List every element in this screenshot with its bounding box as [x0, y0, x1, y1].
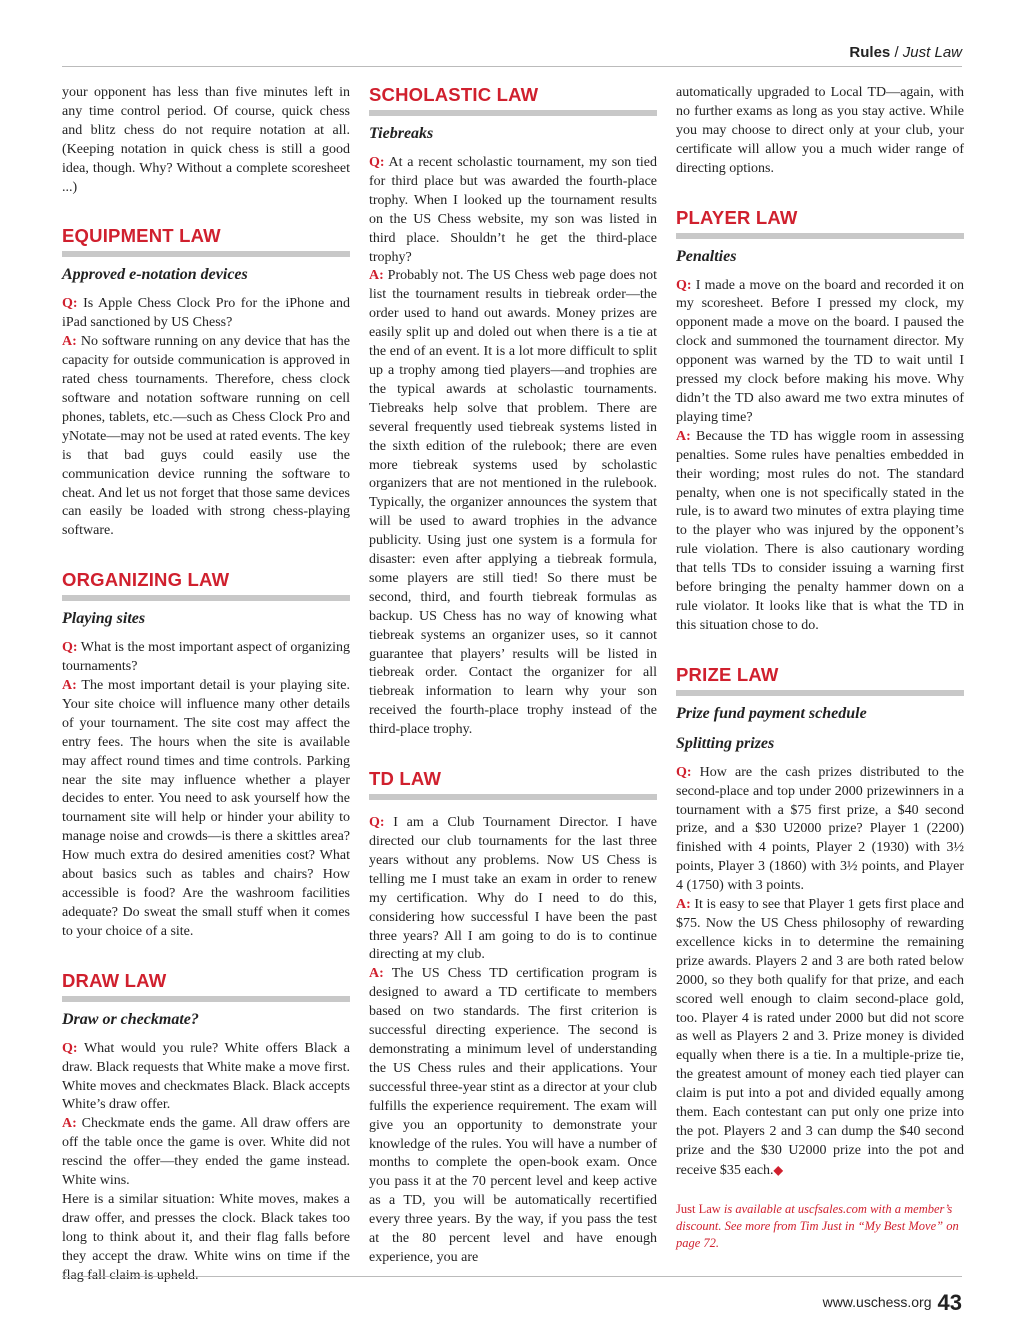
td-question	[369, 814, 657, 965]
footer-rule	[62, 1276, 962, 1277]
scholastic-question	[369, 154, 657, 267]
prize-answer	[676, 896, 964, 1181]
td-answer	[369, 965, 657, 1268]
question-label: Q:	[676, 277, 692, 293]
question-label: Q:	[676, 764, 692, 780]
header-subsection: Just Law	[902, 44, 962, 61]
player-subheading: Penalties	[676, 247, 737, 265]
footer-url: www.uschess.org	[822, 1294, 932, 1310]
equipment-subheading: Approved e-notation devices	[62, 266, 248, 284]
answer-label: A:	[62, 1116, 77, 1132]
prize-subheading: Prize fund payment schedule	[676, 704, 867, 722]
question-text: At a recent scholastic tournament, my son tied for third place but was awarded the fourth-place trophy. When I looked up the tournament results on the US Chess website, my son was listed in third place. Shouldn’t he get the third-place trophy?	[369, 155, 657, 265]
answer-text: Checkmate ends the game. All draw offers are off the table once the game is over. White did not rescind the offer—they ended the game instead. White wins.	[62, 1116, 350, 1189]
author-note	[676, 1201, 964, 1252]
organizing-answer	[62, 677, 350, 942]
note-title: Just Law	[676, 1201, 721, 1216]
column-1	[62, 84, 350, 1286]
answer-label: A:	[369, 268, 384, 284]
prize-subheading-2: Splitting prizes	[676, 734, 775, 752]
player-answer	[676, 428, 964, 636]
answer-text: No software running on any device that has the capacity for outside communication is approved in rated chess tournaments. Therefore, chess clock software and notation software running on cell phones, tablets, etc.—such as Chess Clock Pro and yNotate—may not be used at rated events. The key is that bad guys could easily use the communication device running the software to cheat. And let us not forget that those same devices can easily be loaded with strong chess-playing software.	[62, 334, 350, 539]
end-mark-icon: ◆	[773, 1162, 783, 1177]
question-label: Q:	[369, 815, 385, 831]
answer-label: A:	[369, 966, 384, 982]
question-text: I am a Club Tournament Director. I have directed our club tournaments for the last three years without any problems. Now US Chess is telling me I must take an exam in order to renew my certification. Why do I need to do this, considering how successful I have been the past three years? All I am going to do is to continue directing at my club.	[369, 815, 657, 963]
question-text: How are the cash prizes distributed to the second-place and top under 2000 prizewinners in a tournament with a $75 first prize, a $40 second prize, and a $30 U2000 prize? Player 1 (2200) finished with 4 points, Player 2 (1930) with 3½ points, Player 3 (1860) with 3½ points, and Player 4 (1750) with 3 points.	[676, 764, 964, 894]
organizing-law-heading: ORGANIZING LAW	[62, 569, 350, 601]
answer-label: A:	[676, 897, 691, 913]
equipment-answer	[62, 333, 350, 541]
note-text: is available at uscfsales.com with a member’s discount. See more from Tim Just in “My Best Move” on page 72.	[676, 1201, 959, 1250]
question-text: Is Apple Chess Clock Pro for the iPhone and iPad sanctioned by US Chess?	[62, 296, 350, 331]
player-question	[676, 277, 964, 428]
prize-question	[676, 764, 964, 896]
prize-law-heading: PRIZE LAW	[676, 664, 964, 696]
header-separator: /	[890, 44, 903, 61]
running-header	[849, 44, 962, 61]
header-section: Rules	[849, 44, 891, 61]
answer-text: The most important detail is your playing site. Your site choice will influence many other details of your tournament. The site cost may affect the entry fees. The hours when the site is available may affect round times and time controls. Parking near the site may influence whether a player decides to enter. You need to ask yourself how the tournament site will help or hinder your ability to manage noise and crowds—is there a skittles area? How much extra do desired amenities cost? What about basics such as tables and chairs? How accessible is food? Are the washroom facilities adequate? Do sweat the small stuff when it comes to your choice of a site.	[62, 678, 350, 939]
answer-text: Because the TD has wiggle room in assessing penalties. Some rules have penalties embedded in their wording; most rules do not. The standard penalty, when one is not specifically stated in the rule, is to award two minutes of extra playing time to the player who was injured by the opponent’s rule violation. There is also cautionary wording that tells TDs to consider issuing a warning first before bringing the penalty hammer down on a rule violator. It looks like that is what the TD in this situation chose to do.	[676, 428, 964, 633]
draw-law-heading: DRAW LAW	[62, 970, 350, 1002]
player-law-heading: PLAYER LAW	[676, 207, 964, 239]
page-number: 43	[937, 1290, 962, 1315]
draw-subheading: Draw or checkmate?	[62, 1010, 199, 1028]
column-2	[369, 84, 657, 1268]
organizing-question	[62, 639, 350, 677]
answer-label: A:	[676, 428, 691, 444]
question-text: What is the most important aspect of organizing tournaments?	[62, 640, 350, 675]
question-label: Q:	[62, 640, 78, 656]
header-rule	[62, 66, 962, 67]
question-label: Q:	[62, 296, 78, 312]
intro-paragraph: your opponent has less than five minutes left in any time control period. Of course, quick chess and blitz chess do not require notation at all. (Keeping notation in quick chess is still a good idea, though. Why? Without a complete scoresheet ...)	[62, 85, 350, 195]
page-footer	[823, 1290, 962, 1316]
answer-text: It is easy to see that Player 1 gets first place and $75. Now the US Chess philosophy of rewarding excellence kicks in to determine the remaining prize awards. Players 2 and 3 are both rated below 2000, so they both qualify for that prize, and each scored well enough to claim second-place gold, too. Player 4 is rated under 2000 but did not score as well as Players 2 and 3. Prize money is divided equally when there is a tie. In a multiple-prize tie, the greatest amount of money each tied player can claim is put into a pot and divided equally among them. Each contestant can put only one prize into the pot. Players 2 and 3 can dump the $40 second prize and the $30 U2000 prize into the pot and receive $35 each.	[676, 897, 964, 1178]
question-label: Q:	[369, 155, 385, 170]
scholastic-law-heading: SCHOLASTIC LAW	[369, 84, 657, 116]
answer-label: A:	[62, 678, 77, 694]
td-continued-paragraph: automatically upgraded to Local TD—again, with no further exams as long as you stay active. While you may choose to direct only at your club, your certificate will allow you a much wider range of directing options.	[676, 85, 964, 176]
answer-label: A:	[62, 334, 77, 350]
organizing-subheading: Playing sites	[62, 610, 146, 628]
draw-extra-paragraph: Here is a similar situation: White moves, makes a draw offer, and presses the clock. Black takes too long to think about it, and their flag falls before they accept the draw. White wins on time if the flag fall claim is upheld.	[62, 1191, 350, 1283]
question-text: I made a move on the board and recorded it on my scoresheet. Before I pressed my clock, my opponent made a move on the board. I paused the clock and summoned the tournament director. My opponent was warned by the TD to wait until I pressed my clock before making his move. Why didn’t the TD also award me two extra minutes of playing time?	[676, 277, 964, 425]
answer-text: The US Chess TD certification program is designed to award a TD certificate to members based on two standards. The first criterion is successful directing experience. The second is demonstrating a minimum level of understanding the US Chess rules and their applications. Your successful three-year stint as a director at your club fulfills the experience requirement. The exam will give you an opportunity to demonstrate your knowledge of the rules. You will have a number of months to complete the open-book exam. Once you pass it at the 70 percent level and keep active as a TD, you will be automatically recertified every three years. By the way, if you pass the test at the 80 percent level and have enough experience, you are	[369, 966, 657, 1265]
scholastic-subheading: Tiebreaks	[369, 125, 434, 142]
td-law-heading: TD LAW	[369, 768, 657, 800]
column-3	[676, 84, 964, 1252]
draw-answer	[62, 1115, 350, 1191]
question-label: Q:	[62, 1040, 78, 1056]
draw-question	[62, 1040, 350, 1116]
equipment-law-heading: EQUIPMENT LAW	[62, 225, 350, 257]
scholastic-answer	[369, 267, 657, 740]
equipment-question	[62, 295, 350, 333]
answer-text: Probably not. The US Chess web page does not list the tournament results in tiebreak order—the order used to hand out awards. Money prizes are easily split up and doled out when there is a tie at the end of an event. It is a lot more difficult to split up a trophy among tied players—and trophies are the typical awards at scholastic tournaments. Tiebreaks help solve that problem. There are several frequently used tiebreak systems listed in the sixth edition of the rulebook; there are even more tiebreak systems used by scholastic organizers that are not mentioned in the rulebook. Typically, the organizer announces the system that will be used to award trophies in the advance publicity. Using just one system is a formula for disaster: even after applying a tiebreak formula, some players are still tied! So there must be second, third, and fourth tiebreak formulas as backup. US Chess has no way of knowing what tiebreak systems an organizer uses, so it cannot guarantee that players’ results will be listed in tiebreak order. Contact the organizer for all tiebreak information to learn why your son received the fourth-place trophy instead of the third-place trophy.	[369, 268, 657, 738]
question-text: What would you rule? White offers Black a draw. Black requests that White make a move first. White moves and checkmates Black. Black accepts White’s draw offer.	[62, 1040, 350, 1113]
